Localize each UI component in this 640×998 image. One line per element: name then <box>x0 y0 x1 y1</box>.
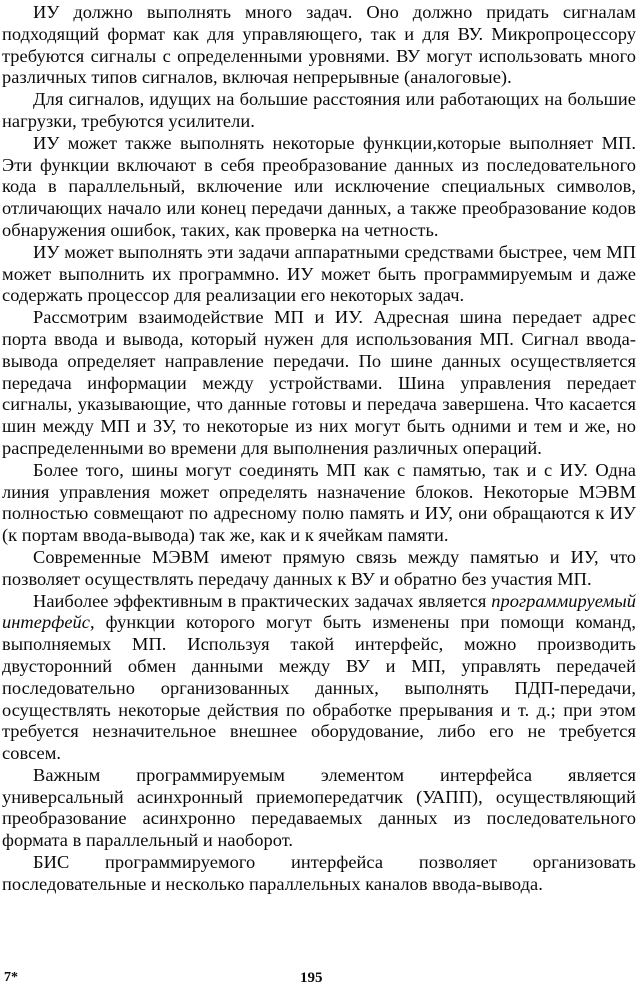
paragraph-10: БИС программируемого интерфейса позволяет организовать последовательные и несколько параллельных каналов ввода-вывода. <box>2 852 636 894</box>
page-body-text <box>2 2 636 896</box>
paragraph-1: ИУ должно выполнять много задач. Оно должно придать сигналам подходящий формат как для управляющего, так и для ВУ. Микропроцессору требуются сигналы с определенными уровнями. ВУ могут использовать много различных типов сигналов, включая непрерывные (аналоговые). <box>2 2 636 88</box>
paragraph-9: Важным программируемым элементом интерфейса является универсальный асинхронный приемопередатчик (УАПП), осуществляющий преобразование асинхронно передаваемых данных из последовательного формата в параллельный и наоборот. <box>2 764 636 851</box>
paragraph-8 <box>2 591 636 765</box>
paragraph-2: Для сигналов, идущих на большие расстояния или работающих на большие нагрузки, требуются усилители. <box>2 89 636 131</box>
paragraph-8-lead: Наиболее эффективным в практических задачах является <box>33 590 492 611</box>
paragraph-6: Более того, шины могут соединять МП как с памятью, так и с ИУ. Одна линия управления может определять назначение блоков. Некоторые МЭВМ полностью совмещают по адресному полю память и ИУ, они обращаются к ИУ (к портам ввода-вывода) так же, как и к ячейкам памяти. <box>2 459 636 546</box>
paragraph-7: Современные МЭВМ имеют прямую связь между памятью и ИУ, что позволяет осуществлять передачу данных к ВУ и обратно без участия МП. <box>2 546 636 589</box>
page-number: 195 <box>300 970 323 986</box>
paragraph-8-rest: , функции которого могут быть изменены при помощи команд, выполняемых МП. Используя такой интерфейс, можно производить двусторонний обмен данными между ВУ и МП, управлять передачей последовательно организованных данных, выполнять ПДП-передачи, осуществлять некоторые действия по обработке прерывания и т. д.; при этом требуется незначительное внешнее оборудование, либо его не требуется совсем. <box>2 612 636 764</box>
paragraph-4: ИУ может выполнять эти задачи аппаратными средствами быстрее, чем МП может выполнить их программно. ИУ может быть программируемым и даже содержать процессор для реализации его некоторых задач. <box>2 241 636 306</box>
signature-mark: 7* <box>4 970 18 985</box>
paragraph-3: ИУ может также выполнять некоторые функции,которые выполняет МП. Эти функции включают в себя преобразование данных из последовательного кода в параллельный, включение или исключение специальных символов, отличающих начало или конец передачи данных, а также преобразование кодов обнаружения ошибок, таких, как проверка на четность. <box>2 132 636 240</box>
emphasized-term: программируемый интерфейс <box>2 590 636 633</box>
page-footer <box>0 968 640 992</box>
paragraph-5: Рассмотрим взаимодействие МП и ИУ. Адресная шина передает адрес порта ввода и вывода, который нужен для использования МП. Сигнал ввода-вывода определяет направление передачи. По шине данных осуществляется передача информации между устройствами. Шина управления передает сигналы, указывающие, что данные готовы и передача завершена. Что касается шин между МП и ЗУ, то некоторые из них могут быть одними и тем и же, но распределенными во времени для выполнения различных операций. <box>2 307 636 458</box>
